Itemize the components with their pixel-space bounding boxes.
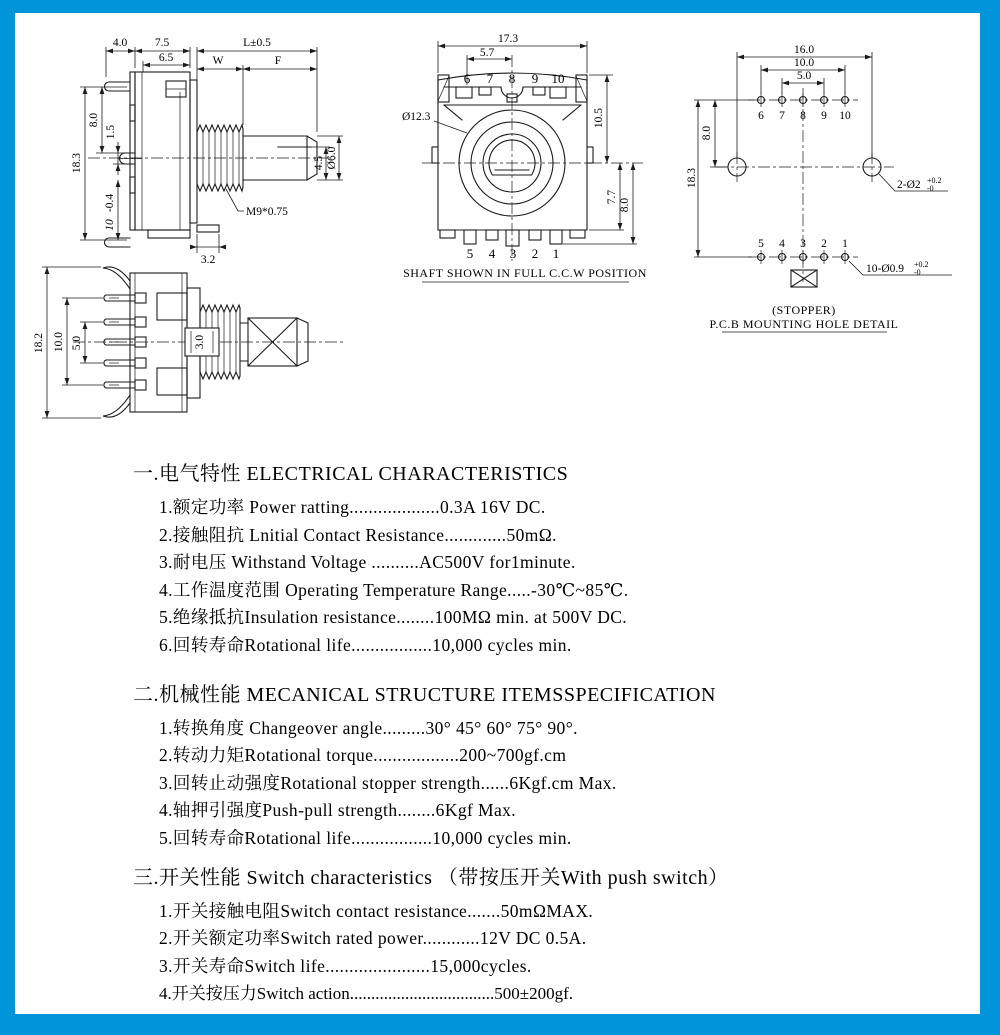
dim-label: 18.3 bbox=[686, 167, 698, 189]
pcb-caption: P.C.B MOUNTING HOLE DETAIL bbox=[709, 317, 899, 331]
pin-number: 5 bbox=[466, 246, 474, 261]
hole-tol-sub: -0 bbox=[927, 184, 934, 193]
pin-number: 7 bbox=[779, 110, 785, 122]
specifications bbox=[133, 461, 913, 1008]
section-title: 一.电气特性 ELECTRICAL CHARACTERISTICS bbox=[133, 463, 569, 485]
dim-label: F bbox=[274, 55, 282, 67]
dim-label: 16.0 bbox=[793, 44, 815, 56]
dim-label: 5.0 bbox=[796, 70, 812, 82]
pcb-hole-detail-drawing bbox=[686, 30, 990, 331]
dim-label: 10.0 bbox=[793, 57, 815, 69]
front-view-caption: SHAFT SHOWN IN FULL C.C.W POSITION bbox=[403, 266, 647, 280]
spec-item: 5.回转寿命Rotational life.................10,000 cycles min. bbox=[159, 827, 572, 848]
pin-number: 2 bbox=[531, 246, 539, 261]
front-view-labels bbox=[402, 33, 647, 280]
dim-label: 6.5 bbox=[158, 52, 174, 64]
dim-label: 1.5 bbox=[105, 124, 117, 140]
dim-label: 3.2 bbox=[200, 254, 216, 266]
section-mechanical bbox=[133, 682, 913, 853]
spec-item: 2.转动力矩Rotational torque..................200~700gf.cm bbox=[159, 745, 567, 766]
pin-number: 1 bbox=[552, 246, 560, 261]
pcb-geometry bbox=[694, 52, 952, 332]
side-view-drawing bbox=[30, 25, 350, 275]
dim-label: 8.0 bbox=[701, 125, 713, 141]
spec-item: 4.工作温度范围 Operating Temperature Range.....-30℃~85℃. bbox=[159, 579, 629, 600]
dim-label: 10.0 bbox=[53, 331, 65, 353]
stopper-label: (STOPPER) bbox=[772, 303, 836, 317]
pin-number: 9 bbox=[821, 110, 827, 122]
dim-label: 18.3 bbox=[71, 152, 83, 174]
dim-label: 5.0 bbox=[71, 335, 83, 351]
pin-number: 4 bbox=[779, 238, 785, 250]
spec-item: 3.回转止动强度Rotational stopper strength......6Kgf.cm Max. bbox=[159, 772, 617, 793]
dim-label: Ø12.3 bbox=[402, 111, 431, 123]
top-view-geometry bbox=[42, 267, 343, 418]
dim-label: L±0.5 bbox=[243, 37, 271, 49]
pcb-labels bbox=[686, 44, 942, 331]
dim-label: 7.7 bbox=[606, 189, 618, 205]
top-view-labels bbox=[33, 332, 206, 353]
hole-tol-sup: +0.2 bbox=[927, 176, 942, 185]
pin-number: 3 bbox=[800, 238, 806, 250]
dim-label: 5.7 bbox=[479, 47, 495, 59]
dim-label: 10 bbox=[104, 219, 116, 231]
spec-item: 1.转换角度 Changeover angle.........30° 45° 60° 75° 90°. bbox=[159, 717, 578, 738]
spec-item: 5.绝缘抵抗Insulation resistance........100MΩ min. at 500V DC. bbox=[159, 607, 628, 628]
pin-number: 3 bbox=[509, 246, 517, 261]
pin-number: 6 bbox=[463, 71, 471, 86]
dim-label: 7.5 bbox=[154, 37, 170, 49]
pin-number: 4 bbox=[488, 246, 496, 261]
pin-number: 10 bbox=[839, 110, 851, 122]
pin-number: 6 bbox=[758, 110, 764, 122]
hole-size-label: 2-Ø2 bbox=[897, 179, 921, 191]
pin-size-label: 10-Ø0.9 bbox=[866, 263, 905, 275]
section-title: 二.机械性能 MECANICAL STRUCTURE ITEMSSPECIFICATION bbox=[133, 683, 716, 706]
dim-label: W bbox=[212, 55, 224, 67]
section-title: 三.开关性能 Switch characteristics （带按压开关With push switch） bbox=[133, 866, 729, 889]
dim-label: 8.0 bbox=[619, 197, 631, 213]
spec-item: 6.回转寿命Rotational life.................10,000 cycles min. bbox=[159, 634, 572, 655]
pin-number: 8 bbox=[508, 71, 516, 86]
spec-item: 3.开关寿命Switch life......................15,000cycles. bbox=[159, 955, 532, 976]
dim-label: 3.0 bbox=[194, 334, 206, 350]
drawing-sheet bbox=[15, 13, 980, 1014]
front-view-drawing bbox=[400, 25, 670, 290]
thread-spec-label: M9*0.75 bbox=[246, 206, 288, 218]
pin-tol-sub: -0 bbox=[914, 268, 921, 277]
spec-item: 3.耐电压 Withstand Voltage ..........AC500V for1minute. bbox=[159, 552, 576, 573]
spec-item: 2.开关额定功率Switch rated power............12V DC 0.5A. bbox=[159, 928, 587, 949]
dim-label: 18.2 bbox=[33, 332, 45, 354]
dim-label: Ø6.0 bbox=[326, 146, 338, 170]
spec-item: 1.额定功率 Power ratting...................0.3A 16V DC. bbox=[159, 497, 546, 517]
pin-number: 8 bbox=[800, 110, 806, 122]
dim-label: 8.0 bbox=[88, 112, 100, 128]
top-view-drawing bbox=[25, 255, 355, 435]
dim-label: 17.3 bbox=[497, 33, 519, 45]
pin-number: 9 bbox=[531, 71, 539, 86]
pin-number: 1 bbox=[842, 238, 848, 250]
section-switch bbox=[133, 865, 913, 1008]
pin-tol-sup: +0.2 bbox=[914, 260, 929, 269]
dim-label: 10.5 bbox=[593, 107, 605, 129]
spec-item: 2.接触阻抗 Lnitial Contact Resistance.............50mΩ. bbox=[159, 524, 557, 545]
dim-label: -0.4 bbox=[104, 193, 116, 213]
dim-label: 4.0 bbox=[112, 37, 128, 49]
pin-number: 7 bbox=[486, 71, 494, 86]
pin-number: 10 bbox=[551, 71, 565, 86]
spec-item: 4.开关按压力Switch action..................................500±200gf. bbox=[159, 984, 574, 1004]
spec-item: 4.轴押引强度Push-pull strength........6Kgf Max. bbox=[159, 800, 517, 821]
section-electrical bbox=[133, 461, 913, 660]
pin-number: 5 bbox=[758, 238, 764, 250]
side-view-geometry bbox=[80, 47, 343, 253]
pin-number: 2 bbox=[821, 238, 827, 250]
spec-item: 1.开关接触电阻Switch contact resistance.......50mΩMAX. bbox=[159, 900, 594, 921]
dim-label: 4.5 bbox=[313, 155, 325, 171]
